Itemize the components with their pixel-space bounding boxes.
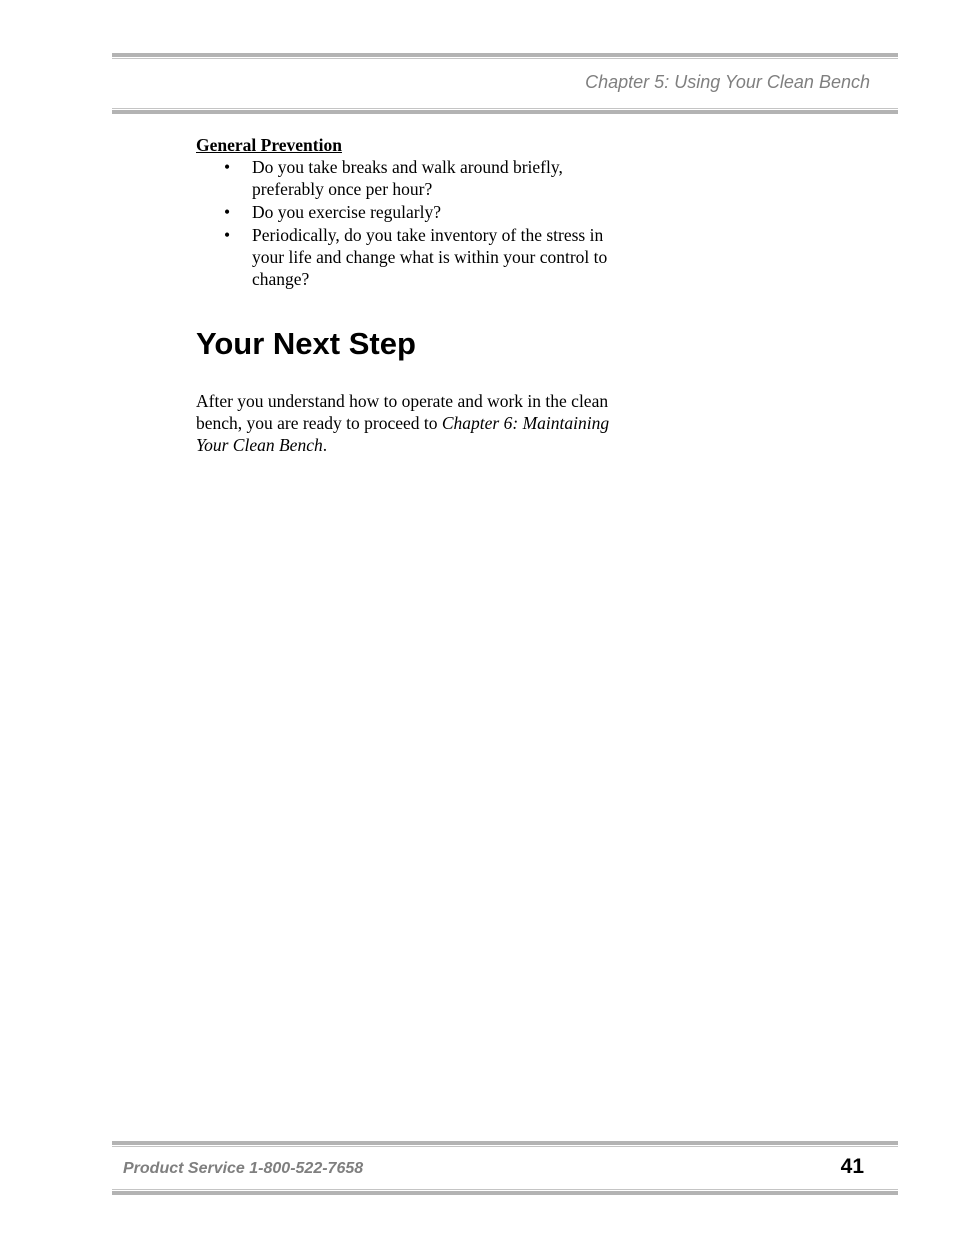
- bullet-icon: •: [224, 157, 231, 177]
- chapter-header-title: Chapter 5: Using Your Clean Bench: [585, 72, 870, 92]
- list-item-text: Do you exercise regularly?: [252, 202, 442, 222]
- list-item-text: Periodically, do you take inventory of the stress in your life and change what is within your control to change?: [252, 225, 608, 289]
- page-number: 41: [840, 1155, 864, 1178]
- chapter-reference: Chapter 6: Maintaining Your Clean Bench: [196, 413, 610, 455]
- header-rule-bottom: [112, 110, 898, 114]
- paragraph-text: After you understand how to operate and work in the clean bench, you are ready to proceed to: [196, 391, 609, 433]
- bullet-icon: •: [224, 202, 231, 222]
- header-rule-top: [112, 53, 898, 57]
- footer-rule-bottom-thin: [112, 1189, 898, 1190]
- general-prevention-heading: General Prevention: [196, 135, 342, 155]
- list-item: [196, 224, 626, 290]
- footer-rule-top: [112, 1141, 898, 1145]
- list-item-text: Do you take breaks and walk around briefly, preferably once per hour?: [252, 157, 563, 199]
- section-heading: Your Next Step: [196, 326, 416, 361]
- product-service-phone: Product Service 1-800-522-7658: [123, 1160, 364, 1177]
- list-item: [196, 201, 626, 223]
- bullet-icon: •: [224, 225, 231, 245]
- paragraph-end: .: [322, 435, 328, 455]
- footer-rule-bottom: [112, 1191, 898, 1195]
- footer-rule-top-thin: [112, 1146, 898, 1147]
- header-rule-bottom-thin: [112, 108, 898, 109]
- next-step-paragraph: [196, 390, 616, 456]
- list-item: [196, 156, 626, 200]
- general-prevention-list: [196, 156, 626, 291]
- header-rule-top-thin: [112, 58, 898, 59]
